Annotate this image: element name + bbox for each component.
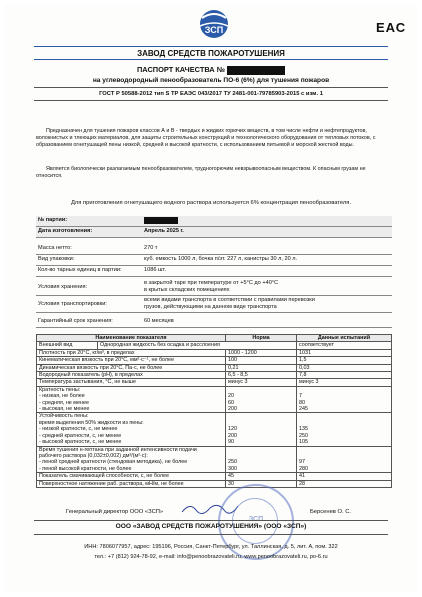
logo-text: ЗСП	[204, 25, 224, 35]
footer-divider-2	[34, 534, 388, 535]
spec-test: 41	[297, 473, 392, 480]
spec-test: 1,5	[297, 357, 392, 364]
standards-divider-2	[34, 100, 388, 101]
info-value	[144, 217, 178, 225]
spec-row	[37, 349, 392, 356]
info-row	[36, 279, 392, 296]
info-row	[36, 255, 392, 266]
spec-name: Показатель смачивающей способности, с, не более	[37, 473, 226, 480]
spec-test: соответствует	[297, 342, 392, 349]
spec-header-cell: Норма	[226, 335, 297, 342]
info-row	[36, 244, 392, 255]
info-label: Условия хранения:	[38, 284, 88, 290]
product-line: на углеводородный пенообразователь ПО-6 (6%) для тушения пожаров	[92, 77, 330, 84]
concentration-note: Для приготовления огнетушащего водного раствора используется 6% концентрация пенообразователя.	[70, 200, 352, 206]
spec-test: минус 3	[297, 379, 392, 386]
spec-norm: 30	[226, 480, 297, 487]
company-name: ЗАВОД СРЕДСТВ ПОЖАРОТУШЕНИЯ	[137, 49, 285, 58]
passport-number-redacted	[227, 66, 285, 75]
spec-norm: 45	[226, 473, 297, 480]
spec-norm: минус 3	[226, 379, 297, 386]
spec-name: Внешний вид	[37, 342, 98, 349]
spec-test: 135 250 105	[297, 413, 392, 446]
spec-row	[37, 386, 392, 413]
company-stamp: ЗСП	[218, 484, 294, 560]
info-label: Гарантийный срок хранения:	[38, 318, 113, 324]
spec-test: 97 280	[297, 446, 392, 473]
spec-name: Температура застывания, °С, не выше	[37, 379, 226, 386]
spec-desc: Однородная жидкость без осадка и расслоения	[98, 342, 297, 349]
spec-norm: 100	[226, 357, 297, 364]
spec-row	[37, 413, 392, 446]
spec-header-cell: Данные испытаний	[297, 335, 392, 342]
info-row	[36, 216, 392, 227]
info-label: Кол-во тарных единиц в партии:	[38, 267, 122, 273]
spec-header-cell: Наименование показателя	[37, 335, 226, 342]
header-divider	[34, 46, 388, 47]
spec-norm: 0,21	[226, 364, 297, 371]
info-value: всеми видами транспорта в соответствии с правилами перевозки грузов, действующими на данном виде транспорта	[144, 297, 315, 310]
spec-name: Кратность пены: - низкая, не более - средняя, не менее - высокая, не менее	[37, 386, 226, 413]
spec-row	[37, 342, 392, 349]
spec-test: 28	[297, 480, 392, 487]
batch-number-redacted	[144, 217, 178, 224]
spec-row	[37, 364, 392, 371]
spec-norm: 250 300	[226, 446, 297, 473]
info-label: Масса нетто:	[38, 245, 72, 251]
info-row	[36, 266, 392, 277]
info-value: куб. емкость 1000 л, бочка п/эт. 227 л, канистры 30 л, 20 л.	[144, 256, 298, 262]
intro-paragraph-1: Предназначен для тушения пожаров классов А и В - твердых и жидких горючих веществ, в том числе нефти и нефтепродуктов, волокнистых и тлеющих материалов, для защиты строительных конструкций и технологического оборудования от тепловых потоков, с образованием огнетушащей пены низкой, средней и высокой кратности, с использованием питьевой и морской жесткой воды.	[36, 128, 376, 148]
spec-name: Кинематическая вязкость при 20°С, мм²·с⁻¹, не более	[37, 357, 226, 364]
signatory-name: Берсенев О. С.	[310, 509, 352, 515]
intro-paragraph-2: Является биологически разлагаемым пенообразователем, трудногорючим невзрывоопасным веществом. К опасным грузам не относится.	[36, 166, 366, 179]
footer-line-1: ИНН: 7806077957, адрес: 195196, Россия, Санкт-Петербург, ул. Таллинская, д. 5, лит. А, пом. 322	[84, 544, 338, 550]
eac-mark: ЕАС	[376, 20, 407, 35]
info-value: 270 т	[144, 245, 158, 251]
header-divider-2	[34, 59, 388, 60]
spec-name: Динамическая вязкость при 20°С, Па·с, не более	[37, 364, 226, 371]
spec-name: Устойчивость пены: время выделения 50% жидкости из пены: - низкой кратности, с, не менее - средней кратности, с, не менее - высокой кратности, с, не менее	[37, 413, 226, 446]
info-value: 1086 шт.	[144, 267, 166, 273]
info-label: Дата изготовления:	[38, 228, 93, 234]
spec-norm: 1000 - 1200	[226, 349, 297, 356]
spec-name: Плотность при 20°С, кг/м³, в пределах	[37, 349, 226, 356]
info-label: Условия транспортировки:	[38, 301, 107, 307]
info-label: № партии:	[38, 217, 68, 223]
spec-row	[37, 379, 392, 386]
spec-header-row	[37, 335, 392, 342]
info-value: в закрытой таре при температуре от +5°С до +40°С в крытых складских помещениях	[144, 280, 279, 293]
spec-test: 0,03	[297, 364, 392, 371]
specification-table	[36, 334, 392, 488]
company-logo	[190, 8, 238, 44]
spec-name: Время тушения н-гептана при заданной интенсивности подачи рабочего раствора (0,032±0,002) дм³/(м²·с): - пеной средней кратности (стендовая методика), не более - пеной высокой кратности, не более	[37, 446, 226, 473]
standards-divider	[34, 87, 388, 88]
passport-title: ПАСПОРТ КАЧЕСТВА №	[4, 65, 418, 75]
info-row	[36, 296, 392, 313]
quality-passport-page	[4, 4, 418, 593]
spec-row	[37, 357, 392, 364]
info-row	[36, 227, 392, 238]
info-label: Вид упаковки:	[38, 256, 75, 262]
spec-name: Поверхностное натяжение раб. раствора, мН/м, не более	[37, 480, 226, 487]
footer-line-2: тел.: +7 (812) 924-78-92, e-mail: info@penoobrazovateli.ru, www.penoobrazovateli.ru, po-6.ru	[94, 554, 328, 560]
footer-company: ООО «ЗАВОД СРЕДСТВ ПОЖАРОТУШЕНИЯ» (ООО «ЗСП»)	[115, 523, 307, 530]
spec-row	[37, 480, 392, 487]
spec-row	[37, 372, 392, 379]
spec-test: 7 80 245	[297, 386, 392, 413]
spec-norm: 20 60 200	[226, 386, 297, 413]
info-value: 60 месяцев	[144, 318, 174, 324]
spec-test: 7,8	[297, 372, 392, 379]
spec-row	[37, 446, 392, 473]
info-row	[36, 317, 392, 328]
spec-row	[37, 473, 392, 480]
standards-line: ГОСТ Р 50588-2012 тип S ТР ЕАЭС 043/2017 ТУ 2481-001-79785903-2015 с изм. 1	[99, 91, 323, 97]
spec-test: 1031	[297, 349, 392, 356]
spec-norm: 120 200 90	[226, 413, 297, 446]
footer-divider	[34, 520, 388, 521]
signatory-title: Генеральный директор ООО «ЗСП»	[66, 509, 164, 515]
info-value: Апрель 2025 г.	[144, 228, 184, 234]
spec-norm: 6,5 - 8,5	[226, 372, 297, 379]
spec-name: Водородный показатель (рН), в пределах	[37, 372, 226, 379]
